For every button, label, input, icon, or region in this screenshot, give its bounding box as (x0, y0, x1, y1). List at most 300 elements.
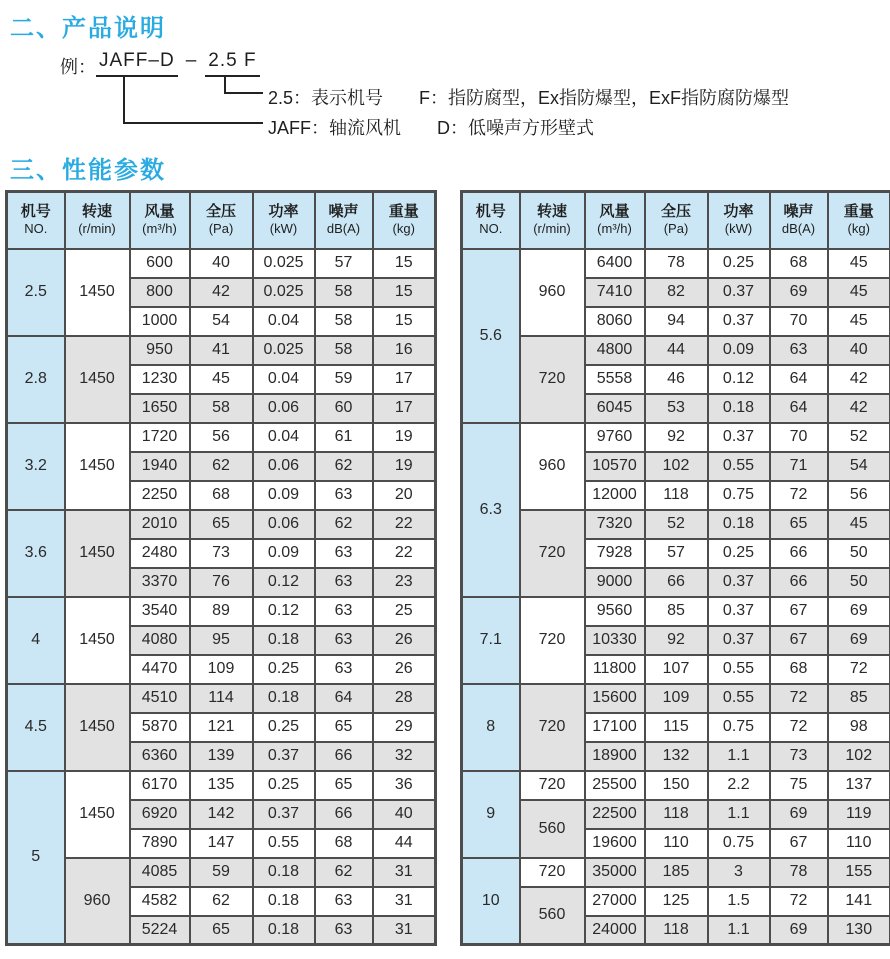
table-row (462, 423, 890, 452)
noise-cell: 72 (770, 713, 828, 742)
rpm-cell: 720 (520, 510, 585, 597)
weight-cell: 72 (828, 655, 890, 684)
power-cell: 0.025 (253, 336, 315, 365)
column-header-name: 功率 (723, 203, 754, 221)
noise-cell: 68 (770, 249, 828, 278)
table-row (7, 858, 436, 887)
column-header-name: 机号 (475, 203, 506, 221)
column-header-name: 功率 (268, 203, 299, 221)
pressure-cell: 73 (190, 539, 253, 568)
weight-cell: 26 (373, 655, 436, 684)
pressure-cell: 57 (645, 539, 708, 568)
airflow-cell: 9760 (585, 423, 645, 452)
table-row (462, 684, 890, 713)
pressure-cell: 66 (645, 568, 708, 597)
model-no-cell: 5.6 (462, 249, 520, 423)
noise-cell: 66 (770, 539, 828, 568)
noise-cell: 75 (770, 771, 828, 800)
column-header-unit: (m³/h) (142, 221, 177, 237)
weight-cell: 50 (828, 539, 890, 568)
table-row (462, 597, 890, 626)
header-row (7, 192, 436, 249)
weight-cell: 155 (828, 858, 890, 887)
column-header-unit: (kW) (269, 221, 298, 237)
performance-table-left (5, 190, 437, 946)
rpm-cell: 1450 (65, 249, 130, 336)
power-cell: 0.09 (253, 481, 315, 510)
noise-cell: 62 (315, 510, 373, 539)
power-cell: 0.04 (253, 307, 315, 336)
pressure-cell: 147 (190, 829, 253, 858)
column-header-name: 风量 (599, 203, 630, 221)
noise-cell: 65 (315, 771, 373, 800)
rpm-cell: 720 (520, 771, 585, 800)
pressure-cell: 65 (190, 510, 253, 539)
airflow-cell: 8060 (585, 307, 645, 336)
noise-cell: 69 (770, 278, 828, 307)
column-header-unit: (r/min) (78, 221, 116, 237)
power-cell: 0.37 (708, 597, 770, 626)
rpm-cell: 1450 (65, 597, 130, 684)
noise-cell: 68 (770, 655, 828, 684)
airflow-cell: 10570 (585, 452, 645, 481)
model-code-size: 2.5 F (205, 50, 259, 77)
airflow-cell: 800 (130, 278, 190, 307)
pressure-cell: 53 (645, 394, 708, 423)
airflow-cell: 2480 (130, 539, 190, 568)
power-cell: 0.025 (253, 249, 315, 278)
column-header-unit: dB(A) (781, 221, 816, 237)
airflow-cell: 4800 (585, 336, 645, 365)
pressure-cell: 114 (190, 684, 253, 713)
pressure-cell: 92 (645, 423, 708, 452)
pressure-cell: 118 (645, 800, 708, 829)
noise-cell: 70 (770, 423, 828, 452)
pressure-cell: 118 (645, 481, 708, 510)
noise-cell: 65 (770, 510, 828, 539)
column-header-unit: (kW) (724, 221, 753, 237)
power-cell: 0.18 (253, 684, 315, 713)
airflow-cell: 1940 (130, 452, 190, 481)
power-cell: 1.1 (708, 916, 770, 945)
noise-cell: 72 (770, 481, 828, 510)
noise-cell: 72 (770, 684, 828, 713)
model-code-series: JAFF–D (96, 50, 178, 77)
column-header-weight (828, 192, 890, 249)
noise-cell: 60 (315, 394, 373, 423)
pressure-cell: 107 (645, 655, 708, 684)
airflow-cell: 1720 (130, 423, 190, 452)
weight-cell: 36 (373, 771, 436, 800)
weight-cell: 45 (828, 249, 890, 278)
column-header-unit: (kg) (392, 221, 415, 237)
weight-cell: 45 (828, 307, 890, 336)
airflow-cell: 4080 (130, 626, 190, 655)
noise-cell: 78 (770, 858, 828, 887)
noise-cell: 58 (315, 307, 373, 336)
column-header-unit: (Pa) (208, 221, 234, 237)
airflow-cell: 17100 (585, 713, 645, 742)
table-row (462, 336, 890, 365)
noise-cell: 63 (315, 887, 373, 916)
weight-cell: 19 (373, 452, 436, 481)
weight-cell: 17 (373, 394, 436, 423)
power-cell: 0.04 (253, 423, 315, 452)
pressure-cell: 94 (645, 307, 708, 336)
pressure-cell: 125 (645, 887, 708, 916)
noise-cell: 57 (315, 249, 373, 278)
pressure-cell: 121 (190, 713, 253, 742)
column-header-name: 机号 (20, 203, 51, 221)
airflow-cell: 600 (130, 249, 190, 278)
airflow-cell: 1650 (130, 394, 190, 423)
connector-line-series (123, 76, 263, 124)
airflow-cell: 7928 (585, 539, 645, 568)
performance-tables (5, 190, 890, 946)
airflow-cell: 4582 (130, 887, 190, 916)
airflow-cell: 7410 (585, 278, 645, 307)
airflow-cell: 5558 (585, 365, 645, 394)
pressure-cell: 56 (190, 423, 253, 452)
power-cell: 0.12 (253, 597, 315, 626)
power-cell: 0.25 (253, 713, 315, 742)
power-cell: 1.5 (708, 887, 770, 916)
airflow-cell: 4085 (130, 858, 190, 887)
table-row (462, 858, 890, 887)
noise-cell: 69 (770, 800, 828, 829)
airflow-cell: 6170 (130, 771, 190, 800)
table-row (7, 423, 436, 452)
rpm-cell: 960 (65, 858, 130, 945)
airflow-cell: 9000 (585, 568, 645, 597)
weight-cell: 40 (828, 336, 890, 365)
weight-cell: 85 (828, 684, 890, 713)
column-header-power (253, 192, 315, 249)
noise-cell: 70 (770, 307, 828, 336)
power-cell: 0.12 (708, 365, 770, 394)
airflow-cell: 950 (130, 336, 190, 365)
rpm-cell: 1450 (65, 336, 130, 423)
model-no-cell: 10 (462, 858, 520, 945)
column-header-noise (315, 192, 373, 249)
column-header-speed (65, 192, 130, 249)
power-cell: 0.37 (708, 278, 770, 307)
column-header-name: 重量 (843, 203, 874, 221)
weight-cell: 69 (828, 626, 890, 655)
table-row (7, 597, 436, 626)
model-no-cell: 9 (462, 771, 520, 858)
airflow-cell: 3540 (130, 597, 190, 626)
airflow-cell: 27000 (585, 887, 645, 916)
pressure-cell: 109 (645, 684, 708, 713)
column-header-unit: NO. (479, 221, 503, 237)
rpm-cell: 960 (520, 423, 585, 510)
power-cell: 0.18 (253, 887, 315, 916)
column-header-name: 噪声 (328, 203, 359, 221)
weight-cell: 119 (828, 800, 890, 829)
table-row (462, 771, 890, 800)
pressure-cell: 45 (190, 365, 253, 394)
column-header-pressure (645, 192, 708, 249)
weight-cell: 52 (828, 423, 890, 452)
column-header-unit: (r/min) (533, 221, 571, 237)
weight-cell: 16 (373, 336, 436, 365)
table-row (7, 510, 436, 539)
noise-cell: 73 (770, 742, 828, 771)
column-header-power (708, 192, 770, 249)
table-row (462, 887, 890, 916)
power-cell: 0.18 (708, 394, 770, 423)
rpm-cell: 560 (520, 887, 585, 945)
column-header-name: 重量 (388, 203, 419, 221)
airflow-cell: 19600 (585, 829, 645, 858)
power-cell: 0.75 (708, 481, 770, 510)
power-cell: 0.25 (708, 249, 770, 278)
example-label: 例： (60, 57, 96, 77)
power-cell: 0.09 (253, 539, 315, 568)
model-no-cell: 4 (7, 597, 65, 684)
weight-cell: 45 (828, 278, 890, 307)
model-no-cell: 7.1 (462, 597, 520, 684)
power-cell: 0.37 (708, 307, 770, 336)
weight-cell: 137 (828, 771, 890, 800)
weight-cell: 19 (373, 423, 436, 452)
column-header-speed (520, 192, 585, 249)
model-no-cell: 6.3 (462, 423, 520, 597)
power-cell: 2.2 (708, 771, 770, 800)
weight-cell: 110 (828, 829, 890, 858)
rpm-cell: 720 (520, 684, 585, 771)
table-row (7, 771, 436, 800)
airflow-cell: 22500 (585, 800, 645, 829)
airflow-cell: 5224 (130, 916, 190, 945)
airflow-cell: 6400 (585, 249, 645, 278)
pressure-cell: 52 (645, 510, 708, 539)
power-cell: 0.025 (253, 278, 315, 307)
airflow-cell: 18900 (585, 742, 645, 771)
model-no-cell: 2.8 (7, 336, 65, 423)
power-cell: 0.55 (253, 829, 315, 858)
airflow-cell: 24000 (585, 916, 645, 945)
airflow-cell: 2250 (130, 481, 190, 510)
column-header-name: 噪声 (783, 203, 814, 221)
power-cell: 0.09 (708, 336, 770, 365)
pressure-cell: 150 (645, 771, 708, 800)
table-row (462, 249, 890, 278)
weight-cell: 141 (828, 887, 890, 916)
pressure-cell: 78 (645, 249, 708, 278)
model-no-cell: 8 (462, 684, 520, 771)
power-cell: 0.37 (708, 626, 770, 655)
power-cell: 0.37 (708, 568, 770, 597)
noise-cell: 63 (315, 539, 373, 568)
pressure-cell: 185 (645, 858, 708, 887)
model-code (96, 50, 260, 77)
noise-cell: 64 (770, 394, 828, 423)
weight-cell: 56 (828, 481, 890, 510)
rpm-cell: 720 (520, 597, 585, 684)
column-header-unit: dB(A) (326, 221, 361, 237)
power-cell: 0.37 (253, 800, 315, 829)
power-cell: 0.18 (253, 858, 315, 887)
power-cell: 0.18 (253, 916, 315, 945)
airflow-cell: 4470 (130, 655, 190, 684)
airflow-cell: 6045 (585, 394, 645, 423)
noise-cell: 67 (770, 626, 828, 655)
column-header-name: 全压 (660, 203, 691, 221)
pressure-cell: 95 (190, 626, 253, 655)
model-no-cell: 4.5 (7, 684, 65, 771)
column-header-unit: (kg) (847, 221, 870, 237)
pressure-cell: 62 (190, 452, 253, 481)
rpm-cell: 720 (520, 336, 585, 423)
weight-cell: 25 (373, 597, 436, 626)
airflow-cell: 25500 (585, 771, 645, 800)
airflow-cell: 4510 (130, 684, 190, 713)
power-cell: 0.12 (253, 568, 315, 597)
power-cell: 0.25 (708, 539, 770, 568)
noise-cell: 66 (315, 800, 373, 829)
weight-cell: 15 (373, 278, 436, 307)
model-no-cell: 3.2 (7, 423, 65, 510)
power-cell: 0.04 (253, 365, 315, 394)
weight-cell: 102 (828, 742, 890, 771)
pressure-cell: 142 (190, 800, 253, 829)
noise-cell: 67 (770, 597, 828, 626)
column-header-unit: (Pa) (663, 221, 689, 237)
power-cell: 1.1 (708, 800, 770, 829)
rpm-cell: 960 (520, 249, 585, 336)
airflow-cell: 6360 (130, 742, 190, 771)
pressure-cell: 132 (645, 742, 708, 771)
weight-cell: 98 (828, 713, 890, 742)
power-cell: 0.25 (253, 655, 315, 684)
weight-cell: 69 (828, 597, 890, 626)
weight-cell: 31 (373, 887, 436, 916)
weight-cell: 44 (373, 829, 436, 858)
column-header-noise (770, 192, 828, 249)
model-code-dash: – (185, 50, 198, 71)
pressure-cell: 42 (190, 278, 253, 307)
pressure-cell: 58 (190, 394, 253, 423)
weight-cell: 28 (373, 684, 436, 713)
power-cell: 0.37 (708, 423, 770, 452)
noise-cell: 63 (315, 568, 373, 597)
weight-cell: 29 (373, 713, 436, 742)
pressure-cell: 135 (190, 771, 253, 800)
column-header-airflow (585, 192, 645, 249)
column-header-pressure (190, 192, 253, 249)
power-cell: 0.37 (253, 742, 315, 771)
weight-cell: 54 (828, 452, 890, 481)
noise-cell: 61 (315, 423, 373, 452)
noise-cell: 62 (315, 452, 373, 481)
power-cell: 0.06 (253, 452, 315, 481)
airflow-cell: 35000 (585, 858, 645, 887)
section-title-product-description: 二、产品说明 (10, 15, 166, 42)
noise-cell: 63 (315, 481, 373, 510)
power-cell: 0.55 (708, 452, 770, 481)
weight-cell: 50 (828, 568, 890, 597)
column-header-model-no (462, 192, 520, 249)
noise-cell: 64 (315, 684, 373, 713)
pressure-cell: 76 (190, 568, 253, 597)
airflow-cell: 3370 (130, 568, 190, 597)
weight-cell: 20 (373, 481, 436, 510)
table-row (7, 336, 436, 365)
performance-table-right (460, 190, 890, 946)
weight-cell: 31 (373, 858, 436, 887)
table-row (462, 800, 890, 829)
noise-cell: 58 (315, 336, 373, 365)
pressure-cell: 54 (190, 307, 253, 336)
model-no-cell: 3.6 (7, 510, 65, 597)
model-no-cell: 2.5 (7, 249, 65, 336)
note-size-meaning: 2.5：表示机号 F：指防腐型，Ex指防爆型，ExF指防腐防爆型 (268, 88, 790, 108)
noise-cell: 66 (315, 742, 373, 771)
weight-cell: 26 (373, 626, 436, 655)
pressure-cell: 110 (645, 829, 708, 858)
weight-cell: 45 (828, 510, 890, 539)
weight-cell: 15 (373, 249, 436, 278)
airflow-cell: 2010 (130, 510, 190, 539)
noise-cell: 68 (315, 829, 373, 858)
column-header-name: 转速 (81, 203, 112, 221)
pressure-cell: 109 (190, 655, 253, 684)
power-cell: 0.18 (253, 626, 315, 655)
weight-cell: 15 (373, 307, 436, 336)
airflow-cell: 5870 (130, 713, 190, 742)
pressure-cell: 59 (190, 858, 253, 887)
rpm-cell: 1450 (65, 684, 130, 771)
header-row (462, 192, 890, 249)
weight-cell: 32 (373, 742, 436, 771)
weight-cell: 17 (373, 365, 436, 394)
section-title-performance-parameters: 三、性能参数 (10, 157, 166, 184)
pressure-cell: 92 (645, 626, 708, 655)
airflow-cell: 12000 (585, 481, 645, 510)
noise-cell: 63 (315, 626, 373, 655)
weight-cell: 31 (373, 916, 436, 945)
column-header-unit: (m³/h) (597, 221, 632, 237)
noise-cell: 65 (315, 713, 373, 742)
column-header-unit: NO. (24, 221, 48, 237)
power-cell: 0.06 (253, 394, 315, 423)
column-header-airflow (130, 192, 190, 249)
power-cell: 3 (708, 858, 770, 887)
pressure-cell: 44 (645, 336, 708, 365)
pressure-cell: 65 (190, 916, 253, 945)
airflow-cell: 7890 (130, 829, 190, 858)
weight-cell: 22 (373, 510, 436, 539)
rpm-cell: 560 (520, 800, 585, 858)
table-row (7, 684, 436, 713)
column-header-name: 全压 (205, 203, 236, 221)
noise-cell: 69 (770, 916, 828, 945)
pressure-cell: 139 (190, 742, 253, 771)
power-cell: 0.18 (708, 510, 770, 539)
airflow-cell: 15600 (585, 684, 645, 713)
model-no-cell: 5 (7, 771, 65, 945)
weight-cell: 22 (373, 539, 436, 568)
pressure-cell: 82 (645, 278, 708, 307)
pressure-cell: 40 (190, 249, 253, 278)
noise-cell: 63 (315, 655, 373, 684)
power-cell: 0.75 (708, 829, 770, 858)
power-cell: 0.75 (708, 713, 770, 742)
note-series-meaning: JAFF：轴流风机 D：低噪声方形壁式 (268, 118, 594, 138)
pressure-cell: 68 (190, 481, 253, 510)
